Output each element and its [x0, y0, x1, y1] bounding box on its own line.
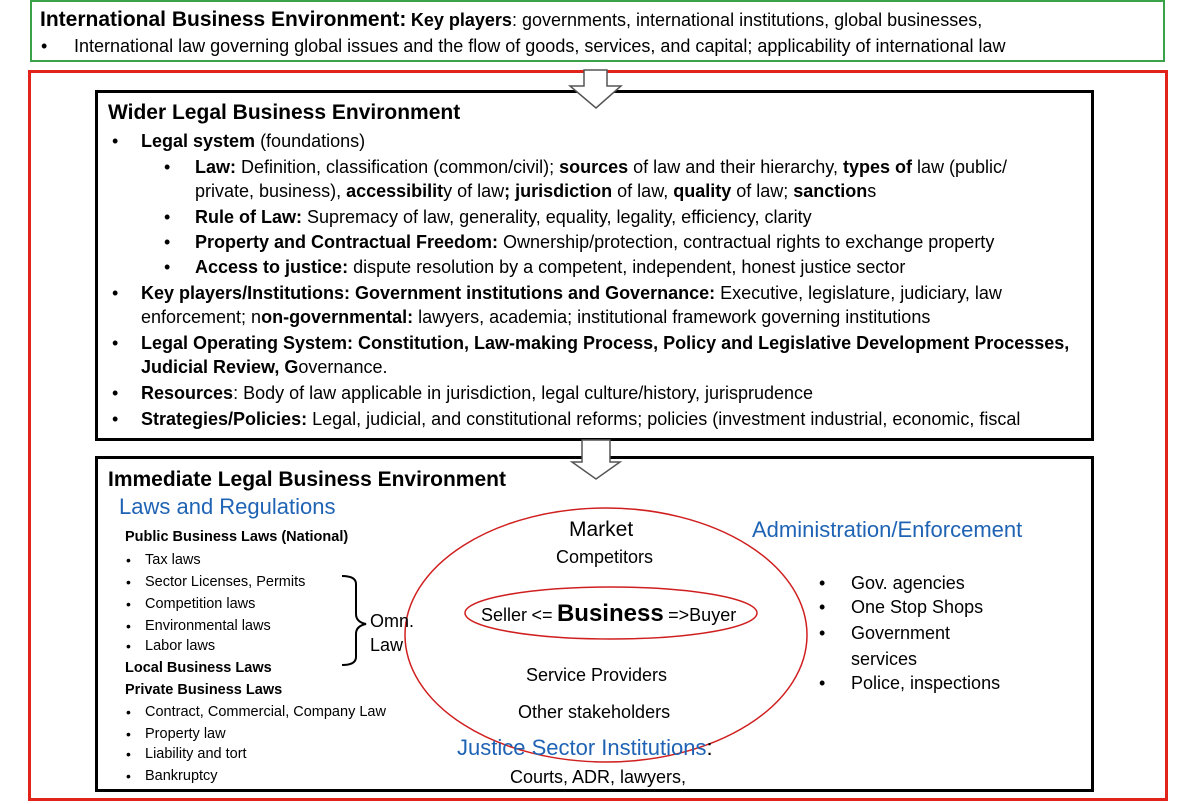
bullet-icon: • [164, 257, 171, 277]
bullet-icon: • [126, 768, 131, 784]
justice-text: Courts, ADR, lawyers, [510, 767, 687, 787]
private-laws-heading: Private Business Laws [125, 682, 283, 698]
admin-item-continued: services [851, 649, 918, 669]
law-text-g: of law; [731, 181, 794, 201]
resources-text: : Body of law applicable in jurisdiction, legal culture/history, jurisprudence [233, 383, 814, 403]
local-laws-heading: Local Business Laws [125, 660, 272, 676]
admin-item: Police, inspections [851, 673, 1001, 693]
bullet-icon: • [164, 232, 171, 252]
law-sanctions: sanction [793, 181, 868, 201]
law-text-a: Definition, classification (common/civil); [236, 157, 560, 177]
law-text-d: private, business), [195, 181, 347, 201]
operating-system-text: overnance. [298, 357, 388, 377]
private-law-item: Property law [145, 726, 226, 742]
bullet-icon: • [41, 36, 48, 56]
down-arrow-top [570, 70, 621, 108]
law-jurisdiction: ; jurisdiction [504, 181, 613, 201]
omn-law-label-1: Omn. [370, 611, 415, 631]
law-accessibility: accessibilit [346, 181, 444, 201]
competitors-label: Competitors [556, 547, 654, 567]
bullet-icon: • [819, 573, 826, 593]
legal-system-item [141, 132, 365, 150]
bullet-icon: • [126, 574, 131, 590]
access-label: Access to justice: [195, 257, 349, 277]
bullet-icon: • [126, 552, 131, 568]
non-governmental-label: on-governmental: [261, 307, 414, 327]
administration-heading: Administration/Enforcement [752, 517, 1023, 542]
property-item [195, 233, 994, 251]
bullet-icon: • [112, 383, 119, 403]
bullet-icon: • [164, 207, 171, 227]
bullet-icon: • [112, 409, 119, 429]
admin-item: Gov. agencies [851, 573, 965, 593]
bullet-icon: • [126, 618, 131, 634]
law-sources: sources [559, 157, 629, 177]
bullet-icon: • [819, 673, 826, 693]
immediate-title: Immediate Legal Business Environment [108, 468, 506, 491]
omn-law-brace [342, 576, 366, 665]
bullet-icon: • [126, 704, 131, 720]
law-label: Law: [195, 157, 237, 177]
bullet-icon: • [112, 333, 119, 353]
property-text: Ownership/protection, contractual rights to exchange property [498, 232, 995, 252]
public-law-item: Competition laws [145, 596, 256, 612]
business-line [481, 602, 736, 626]
left-arrow-label: <= [531, 605, 553, 625]
justice-heading: Justice Sector Institutions [457, 735, 707, 760]
bullet-icon: • [164, 157, 171, 177]
bullet-icon: • [112, 283, 119, 303]
law-text-e: y of law [443, 181, 505, 201]
property-label: Property and Contractual Freedom: [195, 232, 499, 252]
bullet-icon: • [126, 726, 131, 742]
bullet-icon: • [126, 746, 131, 762]
access-text: dispute resolution by a competent, independent, honest justice sector [348, 257, 906, 277]
justice-heading-line [457, 737, 713, 759]
key-players-item-line2 [141, 308, 930, 326]
wider-title: Wider Legal Business Environment [108, 101, 461, 124]
admin-item: One Stop Shops [851, 597, 984, 617]
admin-item: Government [851, 623, 951, 643]
rule-of-law-label: Rule of Law: [195, 207, 302, 227]
law-text-h: s [867, 181, 877, 201]
public-law-item: Environmental laws [145, 618, 271, 634]
law-item-line2 [195, 182, 876, 200]
key-players-label: Key players/Institutions: Government institutions and Governance: [141, 283, 716, 303]
right-arrow-label: => [668, 605, 690, 625]
omn-law-label-2: Law [370, 635, 404, 655]
law-text-b: of law and their hierarchy, [628, 157, 843, 177]
law-text-c: law (public/ [911, 157, 1008, 177]
bullet-icon: • [126, 596, 131, 612]
bullet-icon: • [126, 638, 131, 654]
law-text-f: of law, [612, 181, 674, 201]
access-item [195, 258, 905, 276]
resources-item [141, 384, 813, 402]
legal-system-label: Legal system [141, 131, 256, 151]
business-label: Business [556, 600, 664, 627]
strategies-text: Legal, judicial, and constitutional reforms; policies (investment industrial, economic, fiscal [307, 409, 1021, 429]
operating-system-line2 [141, 358, 387, 376]
laws-heading: Laws and Regulations [119, 494, 336, 519]
operating-system-label: Judicial Review, G [141, 357, 299, 377]
international-key-players-label: Key players [410, 10, 512, 30]
international-title-line [40, 9, 982, 30]
bullet-icon: • [112, 131, 119, 151]
private-law-item: Liability and tort [145, 746, 247, 762]
international-key-players-text: : governments, international institutions, global businesses, [511, 10, 983, 30]
rule-of-law-text: Supremacy of law, generality, equality, legality, efficiency, clarity [302, 207, 812, 227]
law-types-of: types of [842, 157, 912, 177]
private-law-item: Bankruptcy [145, 768, 218, 784]
strategies-item [141, 410, 1020, 428]
law-item-line1 [195, 158, 1007, 176]
public-law-item: Labor laws [145, 638, 216, 654]
key-players-text-b: lawyers, academia; institutional framework governing institutions [413, 307, 931, 327]
buyer-label: Buyer [689, 605, 737, 625]
strategies-label: Strategies/Policies: [141, 409, 308, 429]
public-law-item: Sector Licenses, Permits [145, 574, 306, 590]
other-stakeholders-label: Other stakeholders [518, 702, 671, 722]
key-players-text-a: enforcement; n [141, 307, 262, 327]
seller-label: Seller [481, 605, 528, 625]
public-law-item: Tax laws [145, 552, 201, 568]
international-bullet-text: International law governing global issues and the flow of goods, services, and capital; applicability of international law [74, 36, 1006, 56]
key-players-item-line1 [141, 284, 1002, 302]
operating-system-line1: Legal Operating System: Constitution, Law-making Process, Policy and Legislative Development Processes, [141, 333, 1070, 353]
key-players-text: Executive, legislature, judiciary, law [715, 283, 1002, 303]
rule-of-law-item [195, 208, 812, 226]
service-providers-label: Service Providers [526, 665, 668, 685]
down-arrow-middle [572, 440, 620, 479]
market-label: Market [569, 518, 634, 541]
bullet-icon: • [819, 597, 826, 617]
law-quality: quality [673, 181, 732, 201]
public-laws-heading: Public Business Laws (National) [125, 529, 349, 545]
bullet-icon: • [819, 623, 826, 643]
justice-colon: : [706, 735, 713, 760]
legal-system-text: (foundations) [255, 131, 366, 151]
private-law-item: Contract, Commercial, Company Law [145, 704, 386, 720]
international-title: International Business Environment: [40, 8, 407, 31]
resources-label: Resources [141, 383, 234, 403]
